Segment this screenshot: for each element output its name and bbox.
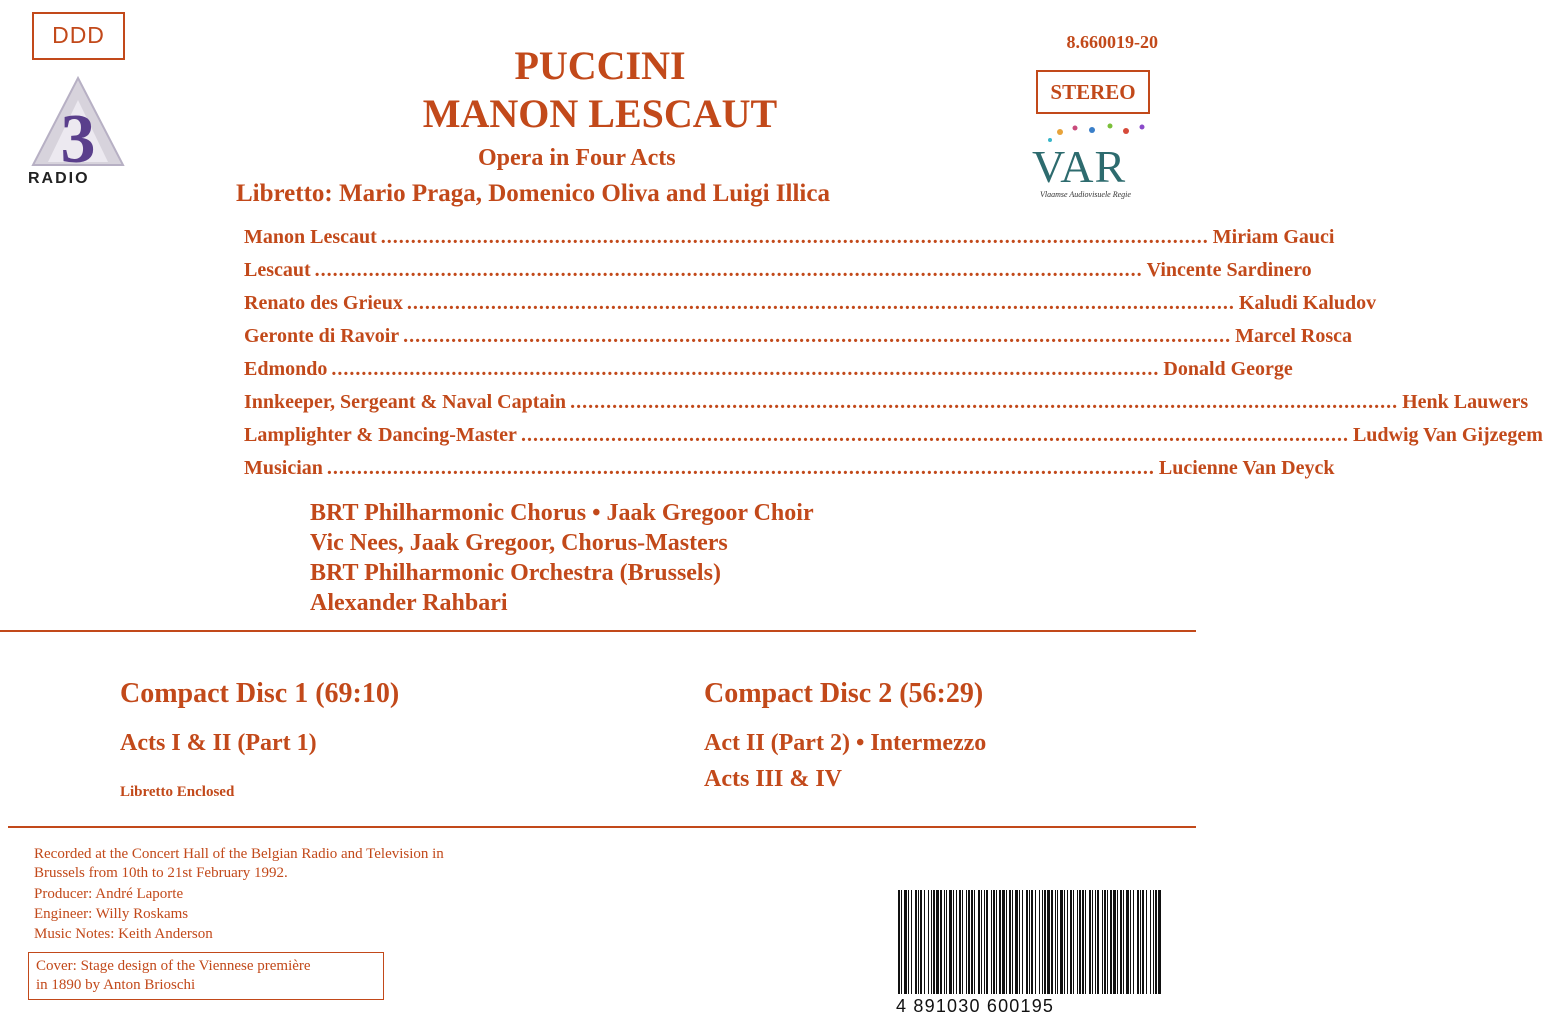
cast-role: Lescaut <box>244 259 311 281</box>
cast-singer: Henk Lauwers <box>1402 391 1529 413</box>
cast-role: Geronte di Ravoir <box>244 325 400 347</box>
disc-1-title: Compact Disc 1 (69:10) <box>120 678 400 709</box>
barcode-bar <box>1097 890 1099 994</box>
barcode-bar <box>1070 890 1072 994</box>
cast-row <box>244 325 1352 355</box>
barcode-bar <box>908 890 909 994</box>
barcode-bar <box>974 890 975 994</box>
cast-singer: Kaludi Kaludov <box>1238 292 1377 314</box>
divider <box>0 630 1196 632</box>
barcode-bar <box>920 890 922 994</box>
barcode-bar <box>924 890 925 994</box>
barcode-bar <box>1055 890 1056 994</box>
barcode-bar <box>1082 890 1084 994</box>
barcode-bar <box>978 890 980 994</box>
stereo-badge: STEREO <box>1036 70 1150 114</box>
cast-row <box>244 292 1377 322</box>
barcode-bar <box>1047 890 1050 994</box>
barcode-bar <box>1123 890 1124 994</box>
barcode-bar <box>1120 890 1122 994</box>
leader-dots: .......................................................................................................................................... <box>380 226 1209 248</box>
barcode-bar <box>1126 890 1129 994</box>
barcode-bar <box>953 890 954 994</box>
barcode-bar <box>936 890 939 994</box>
disc-1-contents: Acts I & II (Part 1) <box>120 730 317 756</box>
opera-title: MANON LESCAUT <box>422 91 778 136</box>
barcode-bar <box>999 890 1001 994</box>
cast-row <box>244 358 1293 388</box>
credit-line: Brussels from 10th to 21st February 1992. <box>34 865 288 881</box>
barcode-bar <box>1039 890 1040 994</box>
barcode-bar <box>1035 890 1036 994</box>
credit-line: Engineer: Willy Roskams <box>34 906 189 922</box>
cast-role: Innkeeper, Sergeant & Naval Captain <box>244 391 567 413</box>
barcode-bar <box>949 890 952 994</box>
cast-row <box>244 424 1543 454</box>
cast-singer: Vincente Sardinero <box>1146 259 1312 281</box>
barcode-bar <box>915 890 917 994</box>
barcode-icon <box>896 890 1164 994</box>
barcode-bar <box>1155 890 1157 994</box>
barcode-bar <box>1073 890 1074 994</box>
leader-dots: .......................................................................................................................................... <box>314 259 1143 281</box>
barcode-bar <box>996 890 997 994</box>
radio-number: 3 <box>60 101 96 178</box>
barcode-bar <box>1117 890 1118 994</box>
barcode-bar <box>1137 890 1139 994</box>
barcode-bar <box>1092 890 1093 994</box>
cast-role: Edmondo <box>244 358 328 380</box>
divider <box>8 826 1196 828</box>
barcode-bar <box>971 890 973 994</box>
barcode-bar <box>1142 890 1144 994</box>
barcode-bar <box>911 890 912 994</box>
barcode-bar <box>944 890 945 994</box>
credit-line: Producer: André Laporte <box>34 886 184 902</box>
barcode-bar <box>1015 890 1018 994</box>
barcode-bar <box>984 890 985 994</box>
barcode-bar <box>1026 890 1028 994</box>
barcode-bar <box>1064 890 1065 994</box>
composer-title: PUCCINI <box>514 43 686 88</box>
leader-dots: .......................................................................................................................................... <box>331 358 1160 380</box>
barcode-bar <box>1067 890 1068 994</box>
barcode-bar <box>1150 890 1151 994</box>
barcode-bar <box>1006 890 1007 994</box>
barcode-bar <box>968 890 970 994</box>
barcode-number: 4 891030 600195 <box>896 996 1055 1016</box>
barcode-bar <box>1051 890 1053 994</box>
barcode-bar <box>1060 890 1063 994</box>
disc-2-contents: Act II (Part 2) • Intermezzo <box>704 730 987 756</box>
barcode-bar <box>1057 890 1058 994</box>
barcode-bar <box>981 890 982 994</box>
barcode-bar <box>1146 890 1147 994</box>
cover-note-line: Cover: Stage design of the Viennese première <box>36 958 311 974</box>
barcode-bar <box>1113 890 1116 994</box>
cover-note-line: in 1890 by Anton Brioschi <box>36 977 196 993</box>
barcode-bar <box>1019 890 1020 994</box>
credit-line: Recorded at the Concert Hall of the Belgian Radio and Television in <box>34 846 444 862</box>
cast-role: Manon Lescaut <box>244 226 377 248</box>
barcode-bar <box>991 890 992 994</box>
barcode-bar <box>1107 890 1108 994</box>
leader-dots: .......................................................................................................................................... <box>403 325 1232 347</box>
cast-role: Renato des Grieux <box>244 292 403 314</box>
cast-singer: Marcel Rosca <box>1235 325 1352 347</box>
barcode-bar <box>1002 890 1005 994</box>
cast-row <box>244 391 1529 421</box>
credit-line: Music Notes: Keith Anderson <box>34 926 213 942</box>
barcode-bar <box>1044 890 1046 994</box>
barcode-bar <box>898 890 900 994</box>
leader-dots: .......................................................................................................................................... <box>326 457 1155 479</box>
barcode-bar <box>1031 890 1033 994</box>
barcode-bar <box>1158 890 1161 994</box>
disc-2-contents: Acts III & IV <box>704 766 842 792</box>
barcode-bar <box>1140 890 1141 994</box>
barcode-bar <box>993 890 995 994</box>
barcode-bar <box>986 890 988 994</box>
var-logo-text: VAR <box>1032 141 1127 192</box>
cast-row <box>244 226 1335 256</box>
leader-dots: .......................................................................................................................................... <box>570 391 1399 413</box>
cast-singer: Donald George <box>1163 358 1293 380</box>
barcode-bar <box>918 890 919 994</box>
barcode-bar <box>940 890 942 994</box>
barcode-bar <box>959 890 961 994</box>
barcode-bar <box>966 890 967 994</box>
barcode-bar <box>1029 890 1030 994</box>
barcode-bar <box>1095 890 1096 994</box>
barcode-bar <box>1009 890 1011 994</box>
librettist-line: Libretto: Mario Praga, Domenico Oliva and Luigi Illica <box>236 180 830 207</box>
catalog-number: 8.660019-20 <box>1066 32 1158 52</box>
libretto-note: Libretto Enclosed <box>120 784 235 800</box>
radio-logo-text: RADIO <box>28 170 90 187</box>
barcode-bar <box>946 890 947 994</box>
barcode-bar <box>1077 890 1078 994</box>
barcode-bar <box>1012 890 1013 994</box>
performer-line: BRT Philharmonic Orchestra (Brussels) <box>310 560 721 586</box>
barcode-bar <box>904 890 907 994</box>
barcode-bar <box>901 890 902 994</box>
cast-singer: Miriam Gauci <box>1212 226 1335 248</box>
performer-line: Alexander Rahbari <box>310 590 508 616</box>
barcode-bar <box>1102 890 1103 994</box>
opera-subtitle: Opera in Four Acts <box>478 145 676 171</box>
barcode-bar <box>1104 890 1106 994</box>
cast-role: Musician <box>244 457 323 479</box>
ddd-badge: DDD <box>32 12 125 60</box>
barcode-bar <box>1022 890 1023 994</box>
performer-line: BRT Philharmonic Chorus • Jaak Gregoor Choir <box>310 500 814 526</box>
leader-dots: .......................................................................................................................................... <box>520 424 1349 446</box>
cast-row <box>244 457 1335 487</box>
barcode-bar <box>956 890 957 994</box>
performer-line: Vic Nees, Jaak Gregoor, Chorus-Masters <box>310 530 728 556</box>
barcode-bar <box>931 890 932 994</box>
barcode-bar <box>1133 890 1134 994</box>
cast-role: Lamplighter & Dancing-Master <box>244 424 517 446</box>
barcode-bar <box>1089 890 1091 994</box>
barcode-bar <box>1153 890 1154 994</box>
var-logo-subtitle: Vlaamse Audiovisuele Regie <box>1040 190 1131 199</box>
cast-singer: Lucienne Van Deyck <box>1158 457 1335 479</box>
cast-singer: Ludwig Van Gijzegem <box>1352 424 1543 446</box>
disc-2-title: Compact Disc 2 (56:29) <box>704 678 984 709</box>
barcode-bar <box>1085 890 1086 994</box>
barcode-bar <box>1130 890 1131 994</box>
barcode-bar <box>1042 890 1043 994</box>
barcode-bar <box>1079 890 1081 994</box>
leader-dots: .......................................................................................................................................... <box>406 292 1235 314</box>
barcode-bar <box>962 890 963 994</box>
barcode-bar <box>933 890 935 994</box>
cast-row <box>244 259 1312 289</box>
barcode-bar <box>928 890 929 994</box>
barcode-bar <box>1110 890 1112 994</box>
